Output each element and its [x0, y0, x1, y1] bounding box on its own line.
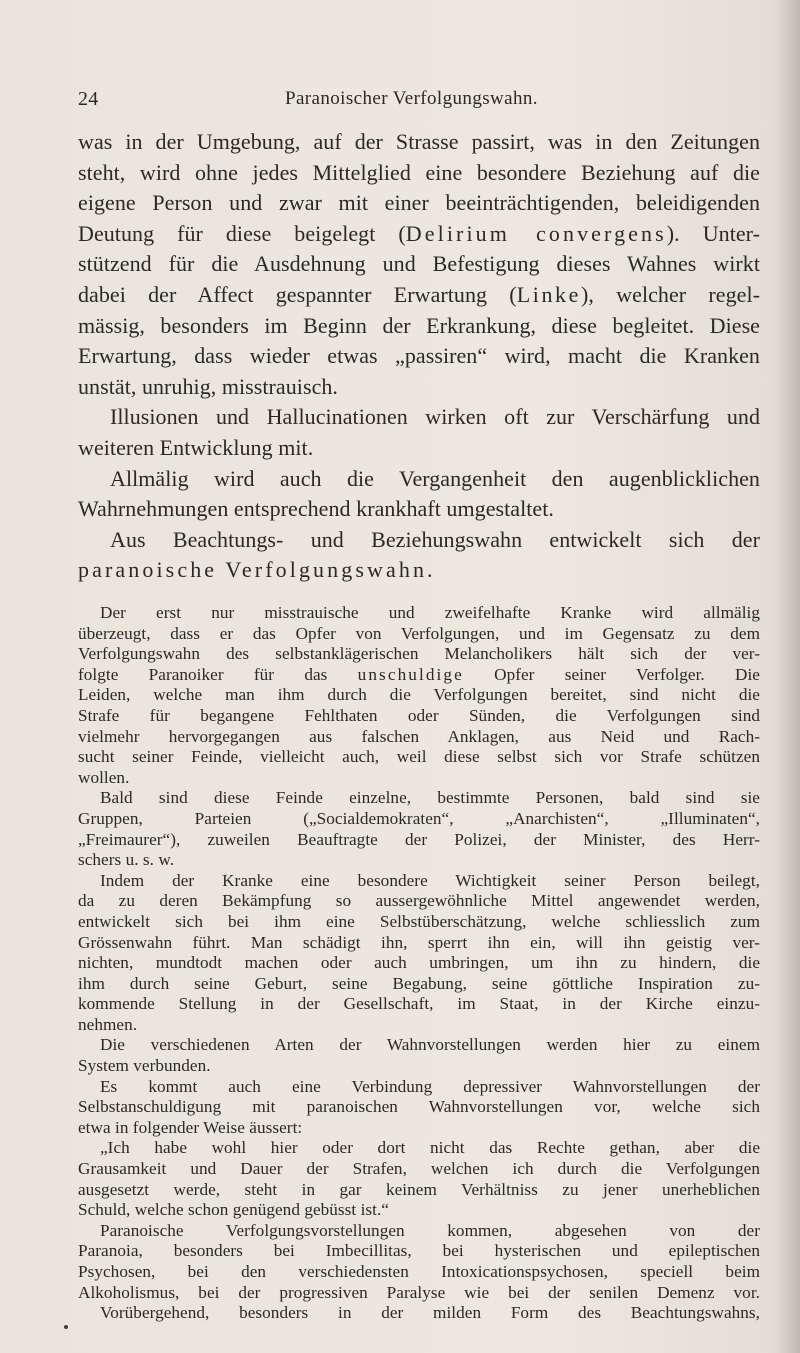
text-line: steht, wird ohne jedes Mittelglied eine besondere Beziehung auf die [78, 159, 760, 185]
text-line: Aus Beachtungs- und Beziehungswahn entwickelt sich der [110, 526, 760, 552]
text-line [78, 280, 760, 311]
quoted-text-line: Grausamkeit und Dauer der Strafen, welchen ich durch die Verfolgungen [78, 1159, 760, 1179]
text-line: Erwartung, dass wieder etwas „passiren“ wird, macht die Kranken [78, 343, 760, 369]
text-line: vielmehr hervorgegangen aus falschen Anklagen, aus Neid und Rach- [78, 726, 760, 746]
text-line: kommende Stellung in der Gesellschaft, im Staat, in der Kirche einzu- [78, 994, 760, 1014]
page-number: 24 [78, 88, 99, 110]
text-line: Paranoische Verfolgungsvorstellungen kommen, abgesehen von der [100, 1220, 760, 1240]
text-segment: folgte Paranoiker für das [78, 664, 358, 684]
text-line: da zu deren Bekämpfung so aussergewöhnliche Mittel angewendet werden, [78, 891, 760, 911]
text-line: etwa in folgender Weise äussert: [78, 1117, 303, 1137]
quoted-text-line: „Ich habe wohl hier oder dort nicht das Rechte gethan, aber die [100, 1138, 760, 1158]
text-line: Es kommt auch eine Verbindung depressiver Wahnvorstellungen der [100, 1076, 760, 1096]
text-line: Indem der Kranke eine besondere Wichtigkeit seiner Person beilegt, [100, 870, 760, 890]
text-line: Strafe für begangene Fehlthaten oder Sünden, die Verfolgungen sind [78, 705, 760, 725]
text-line: Grössenwahn führt. Man schädigt ihn, sperrt ihn ein, will ihn geistig ver- [78, 932, 760, 952]
text-line: stützend für die Ausdehnung und Befestigung dieses Wahnes wirkt [78, 251, 760, 277]
main-paragraph-small-type [78, 603, 760, 1324]
text-segment: dabei der Affect gespannter Erwartung ( [78, 281, 517, 307]
page-edge-shadow [778, 0, 800, 1353]
text-line [78, 665, 760, 686]
text-line: Der erst nur misstrauische und zweifelhafte Kranke wird allmälig [100, 603, 760, 622]
running-head: Paranoischer Verfolgungswahn. [285, 88, 538, 109]
text-line: unstät, unruhig, misstrauisch. [78, 373, 338, 399]
text-segment: ), welcher regel- [581, 281, 760, 307]
text-line: nichten, mundtodt machen oder auch umbringen, um ihn zu hindern, die [78, 953, 760, 973]
text-line: was in der Umgebung, auf der Strasse passirt, was in den Zeitungen [78, 129, 760, 154]
text-line: Selbstanschuldigung mit paranoischen Wahnvorstellungen vor, welche sich [78, 1097, 760, 1117]
text-line: nehmen. [78, 1014, 138, 1034]
text-line: sucht seiner Feinde, vielleicht auch, weil diese selbst sich vor Strafe schützen [78, 747, 760, 767]
spaced-term: Delirium convergens [405, 220, 667, 246]
text-line: System verbunden. [78, 1056, 211, 1076]
spaced-term: Linke [516, 281, 582, 307]
text-line: mässig, besonders im Beginn der Erkrankung, diese begleitet. Diese [78, 312, 760, 338]
text-segment: ). Unter- [666, 220, 760, 246]
text-line: „Freimaurer“), zuweilen Beauftragte der Polizei, der Minister, des Herr- [78, 829, 760, 849]
text-segment: Deutung für diese beigelegt ( [78, 220, 406, 246]
text-line: Alkoholismus, bei der progressiven Paralyse wie bei der senilen Demenz vor. [78, 1282, 760, 1302]
spaced-term: unschuldige [357, 664, 464, 684]
text-line: Leiden, welche man ihm durch die Verfolgungen bereitet, sind nicht die [78, 685, 760, 705]
quoted-text-line: Schuld, welche schon genügend gebüsst ist.“ [78, 1200, 389, 1220]
text-line: Vorübergehend, besonders in der milden Form des Beachtungswahns, [100, 1303, 760, 1323]
text-line: Psychosen, bei den verschiedensten Intoxicationspsychosen, speciell beim [78, 1262, 760, 1281]
text-segment: Opfer seiner Verfolger. Die [463, 664, 760, 684]
text-line: Bald sind diese Feinde einzelne, bestimmte Personen, bald sind sie [100, 788, 760, 808]
text-line: Wahrnehmungen entsprechend krankhaft umgestaltet. [78, 496, 554, 522]
text-line: wollen. [78, 767, 130, 787]
text-line: eigene Person und zwar mit einer beeinträchtigenden, beleidigenden [78, 190, 760, 216]
text-line: Die verschiedenen Arten der Wahnvorstellungen werden hier zu einem [100, 1035, 760, 1055]
text-line: Paranoia, besonders bei Imbecillitas, bei hysterischen und epileptischen [78, 1241, 760, 1261]
text-line: Verfolgungswahn des selbstanklägerischen Melancholikers hält sich der ver- [78, 644, 760, 664]
quoted-text-line: ausgesetzt werde, steht in gar keinem Verhältniss zu jener unerheblichen [78, 1179, 760, 1199]
main-paragraph-large-type [78, 127, 760, 586]
text-line: weiteren Entwicklung mit. [78, 434, 314, 460]
text-line: Allmälig wird auch die Vergangenheit den augenblicklichen [110, 465, 760, 491]
text-line: entwickelt sich bei ihm eine Selbstüberschätzung, welche schliesslich zum [78, 911, 760, 931]
spaced-heading-line: paranoische Verfolgungswahn. [78, 557, 436, 583]
text-line: Illusionen und Hallucinationen wirken oft zur Verschärfung und [110, 404, 760, 430]
text-line: überzeugt, dass er das Opfer von Verfolgungen, und im Gegensatz zu dem [78, 623, 760, 643]
page-header [78, 88, 760, 118]
text-line: Gruppen, Parteien („Socialdemokraten“, „Anarchisten“, „Illuminaten“, [78, 808, 760, 828]
text-line: schers u. s. w. [78, 850, 175, 870]
text-line: ihm durch seine Geburt, seine Begabung, seine göttliche Inspiration zu- [78, 973, 760, 993]
text-line [78, 219, 760, 250]
print-mark [64, 1325, 68, 1329]
